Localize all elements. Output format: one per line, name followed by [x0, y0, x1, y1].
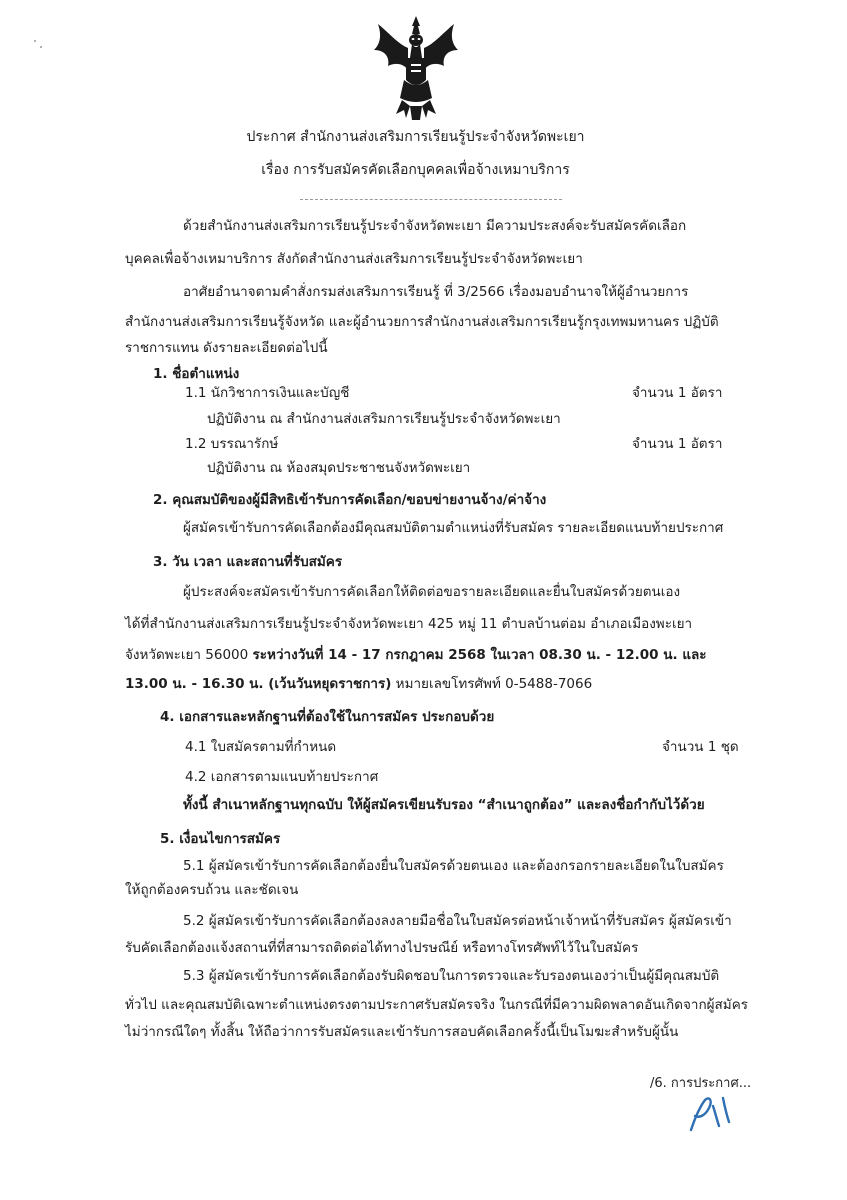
section3-line4-hours: 13.00 น. - 16.30 น. (เว้นวันหยุดราชการ) [125, 676, 392, 692]
position-2-label: 1.2 บรรณารักษ์ [185, 436, 279, 452]
condition-2-line2: รับคัดเลือกต้องแจ้งสถานที่ที่สามารถติดต่อได้ทางไปรษณีย์ หรือทางโทรศัพท์ไว้ในใบสมัคร [125, 940, 639, 956]
position-1-count: จำนวน 1 อัตรา [632, 385, 723, 401]
document-2-label: 4.2 เอกสารตามแนบท้ายประกาศ [185, 769, 379, 785]
continued-next-page: /6. การประกาศ... [650, 1076, 752, 1091]
condition-1-line2: ให้ถูกต้องครบถ้วน และชัดเจน [125, 882, 299, 898]
condition-2-line1: 5.2 ผู้สมัครเข้ารับการคัดเลือกต้องลงลายมือชื่อในใบสมัครต่อหน้าเจ้าหน้าที่รับสมัคร ผู้สมัครเข้า [183, 913, 732, 929]
signature-initial [683, 1090, 743, 1134]
intro-p1-line2: บุคคลเพื่อจ้างเหมาบริการ สังกัดสำนักงานส่งเสริมการเรียนรู้ประจำจังหวัดพะเยา [125, 251, 583, 267]
section3-line3-dates: ระหว่างวันที่ 14 - 17 กรกฎาคม 2568 ในเวลา 08.30 น. - 12.00 น. และ [252, 647, 707, 663]
document-1-label: 4.1 ใบสมัครตามที่กำหนด [185, 739, 337, 755]
condition-3-line1: 5.3 ผู้สมัครเข้ารับการคัดเลือกต้องรับผิดชอบในการตรวจและรับรองตนเองว่าเป็นผู้มีคุณสมบัติ [183, 968, 720, 984]
intro-p2-line3: ราชการแทน ดังรายละเอียดต่อไปนี้ [125, 340, 328, 356]
intro-p2-line1: อาศัยอำนาจตามคำสั่งกรมส่งเสริมการเรียนรู้ ที่ 3/2566 เรื่องมอบอำนาจให้ผู้อำนวยการ [183, 284, 689, 300]
section3-line4 [125, 674, 592, 694]
section3-line4-phone: หมายเลขโทรศัพท์ 0-5488-7066 [391, 676, 593, 692]
section4-note: ทั้งนี้ สำเนาหลักฐานทุกฉบับ ให้ผู้สมัครเขียนรับรอง “สำเนาถูกต้อง” และลงชื่อกำกับไว้ด้วย [183, 797, 705, 813]
announcement-subject: เรื่อง การรับสมัครคัดเลือกบุคคลเพื่อจ้างเหมาบริการ [261, 162, 570, 178]
intro-p2-line2: สำนักงานส่งเสริมการเรียนรู้จังหวัด และผู้อำนวยการสำนักงานส่งเสริมการเรียนรู้กรุงเทพมหานคร ปฏิบัติ [125, 314, 719, 330]
condition-1-line1: 5.1 ผู้สมัครเข้ารับการคัดเลือกต้องยื่นใบสมัครด้วยตนเอง และต้องกรอกรายละเอียดในใบสมัคร [183, 858, 724, 874]
section3-line2: ได้ที่สำนักงานส่งเสริมการเรียนรู้ประจำจังหวัดพะเยา 425 หมู่ 11 ตำบลบ้านต่อม อำเภอเมืองพะเยา [125, 616, 693, 632]
section1-title: 1. ชื่อตำแหน่ง [153, 366, 240, 382]
scan-speck [40, 46, 42, 48]
scan-speck [34, 40, 36, 42]
section2-text: ผู้สมัครเข้ารับการคัดเลือกต้องมีคุณสมบัติตามตำแหน่งที่รับสมัคร รายละเอียดแนบท้ายประกาศ [183, 520, 724, 536]
document-1-count: จำนวน 1 ชุด [662, 739, 739, 755]
section3-title: 3. วัน เวลา และสถานที่รับสมัคร [153, 554, 343, 570]
position-1-label: 1.1 นักวิชาการเงินและบัญชี [185, 385, 350, 401]
section3-line3 [125, 645, 707, 665]
intro-p1-line1: ด้วยสำนักงานส่งเสริมการเรียนรู้ประจำจังหวัดพะเยา มีความประสงค์จะรับสมัครคัดเลือก [183, 218, 687, 234]
position-1-place: ปฏิบัติงาน ณ สำนักงานส่งเสริมการเรียนรู้ประจำจังหวัดพะเยา [207, 411, 561, 427]
garuda-emblem [368, 14, 464, 124]
position-2-count: จำนวน 1 อัตรา [632, 436, 723, 452]
condition-3-line2: ทั่วไป และคุณสมบัติเฉพาะตำแหน่งตรงตามประกาศรับสมัครจริง ในกรณีที่มีความผิดพลาดอันเกิดจากผู้สมัคร [125, 997, 748, 1013]
section4-title: 4. เอกสารและหลักฐานที่ต้องใช้ในการสมัคร ประกอบด้วย [160, 709, 495, 725]
section2-title: 2. คุณสมบัติของผู้มีสิทธิเข้ารับการคัดเลือก/ขอบข่ายงานจ้าง/ค่าจ้าง [153, 492, 547, 508]
header-divider [300, 199, 562, 200]
condition-3-line3: ไม่ว่ากรณีใดๆ ทั้งสิ้น ให้ถือว่าการรับสมัครและเข้ารับการสอบคัดเลือกครั้งนี้เป็นโมฆะสำหรับผู้นั้น [125, 1024, 679, 1040]
announcement-title: ประกาศ สำนักงานส่งเสริมการเรียนรู้ประจำจังหวัดพะเยา [246, 129, 585, 145]
position-2-place: ปฏิบัติงาน ณ ห้องสมุดประชาชนจังหวัดพะเยา [207, 460, 471, 476]
section5-title: 5. เงื่อนไขการสมัคร [160, 831, 281, 847]
section3-line1: ผู้ประสงค์จะสมัครเข้ารับการคัดเลือกให้ติดต่อขอรายละเอียดและยื่นใบสมัครด้วยตนเอง [183, 584, 681, 600]
section3-line3-address: จังหวัดพะเยา 56000 [125, 647, 253, 663]
